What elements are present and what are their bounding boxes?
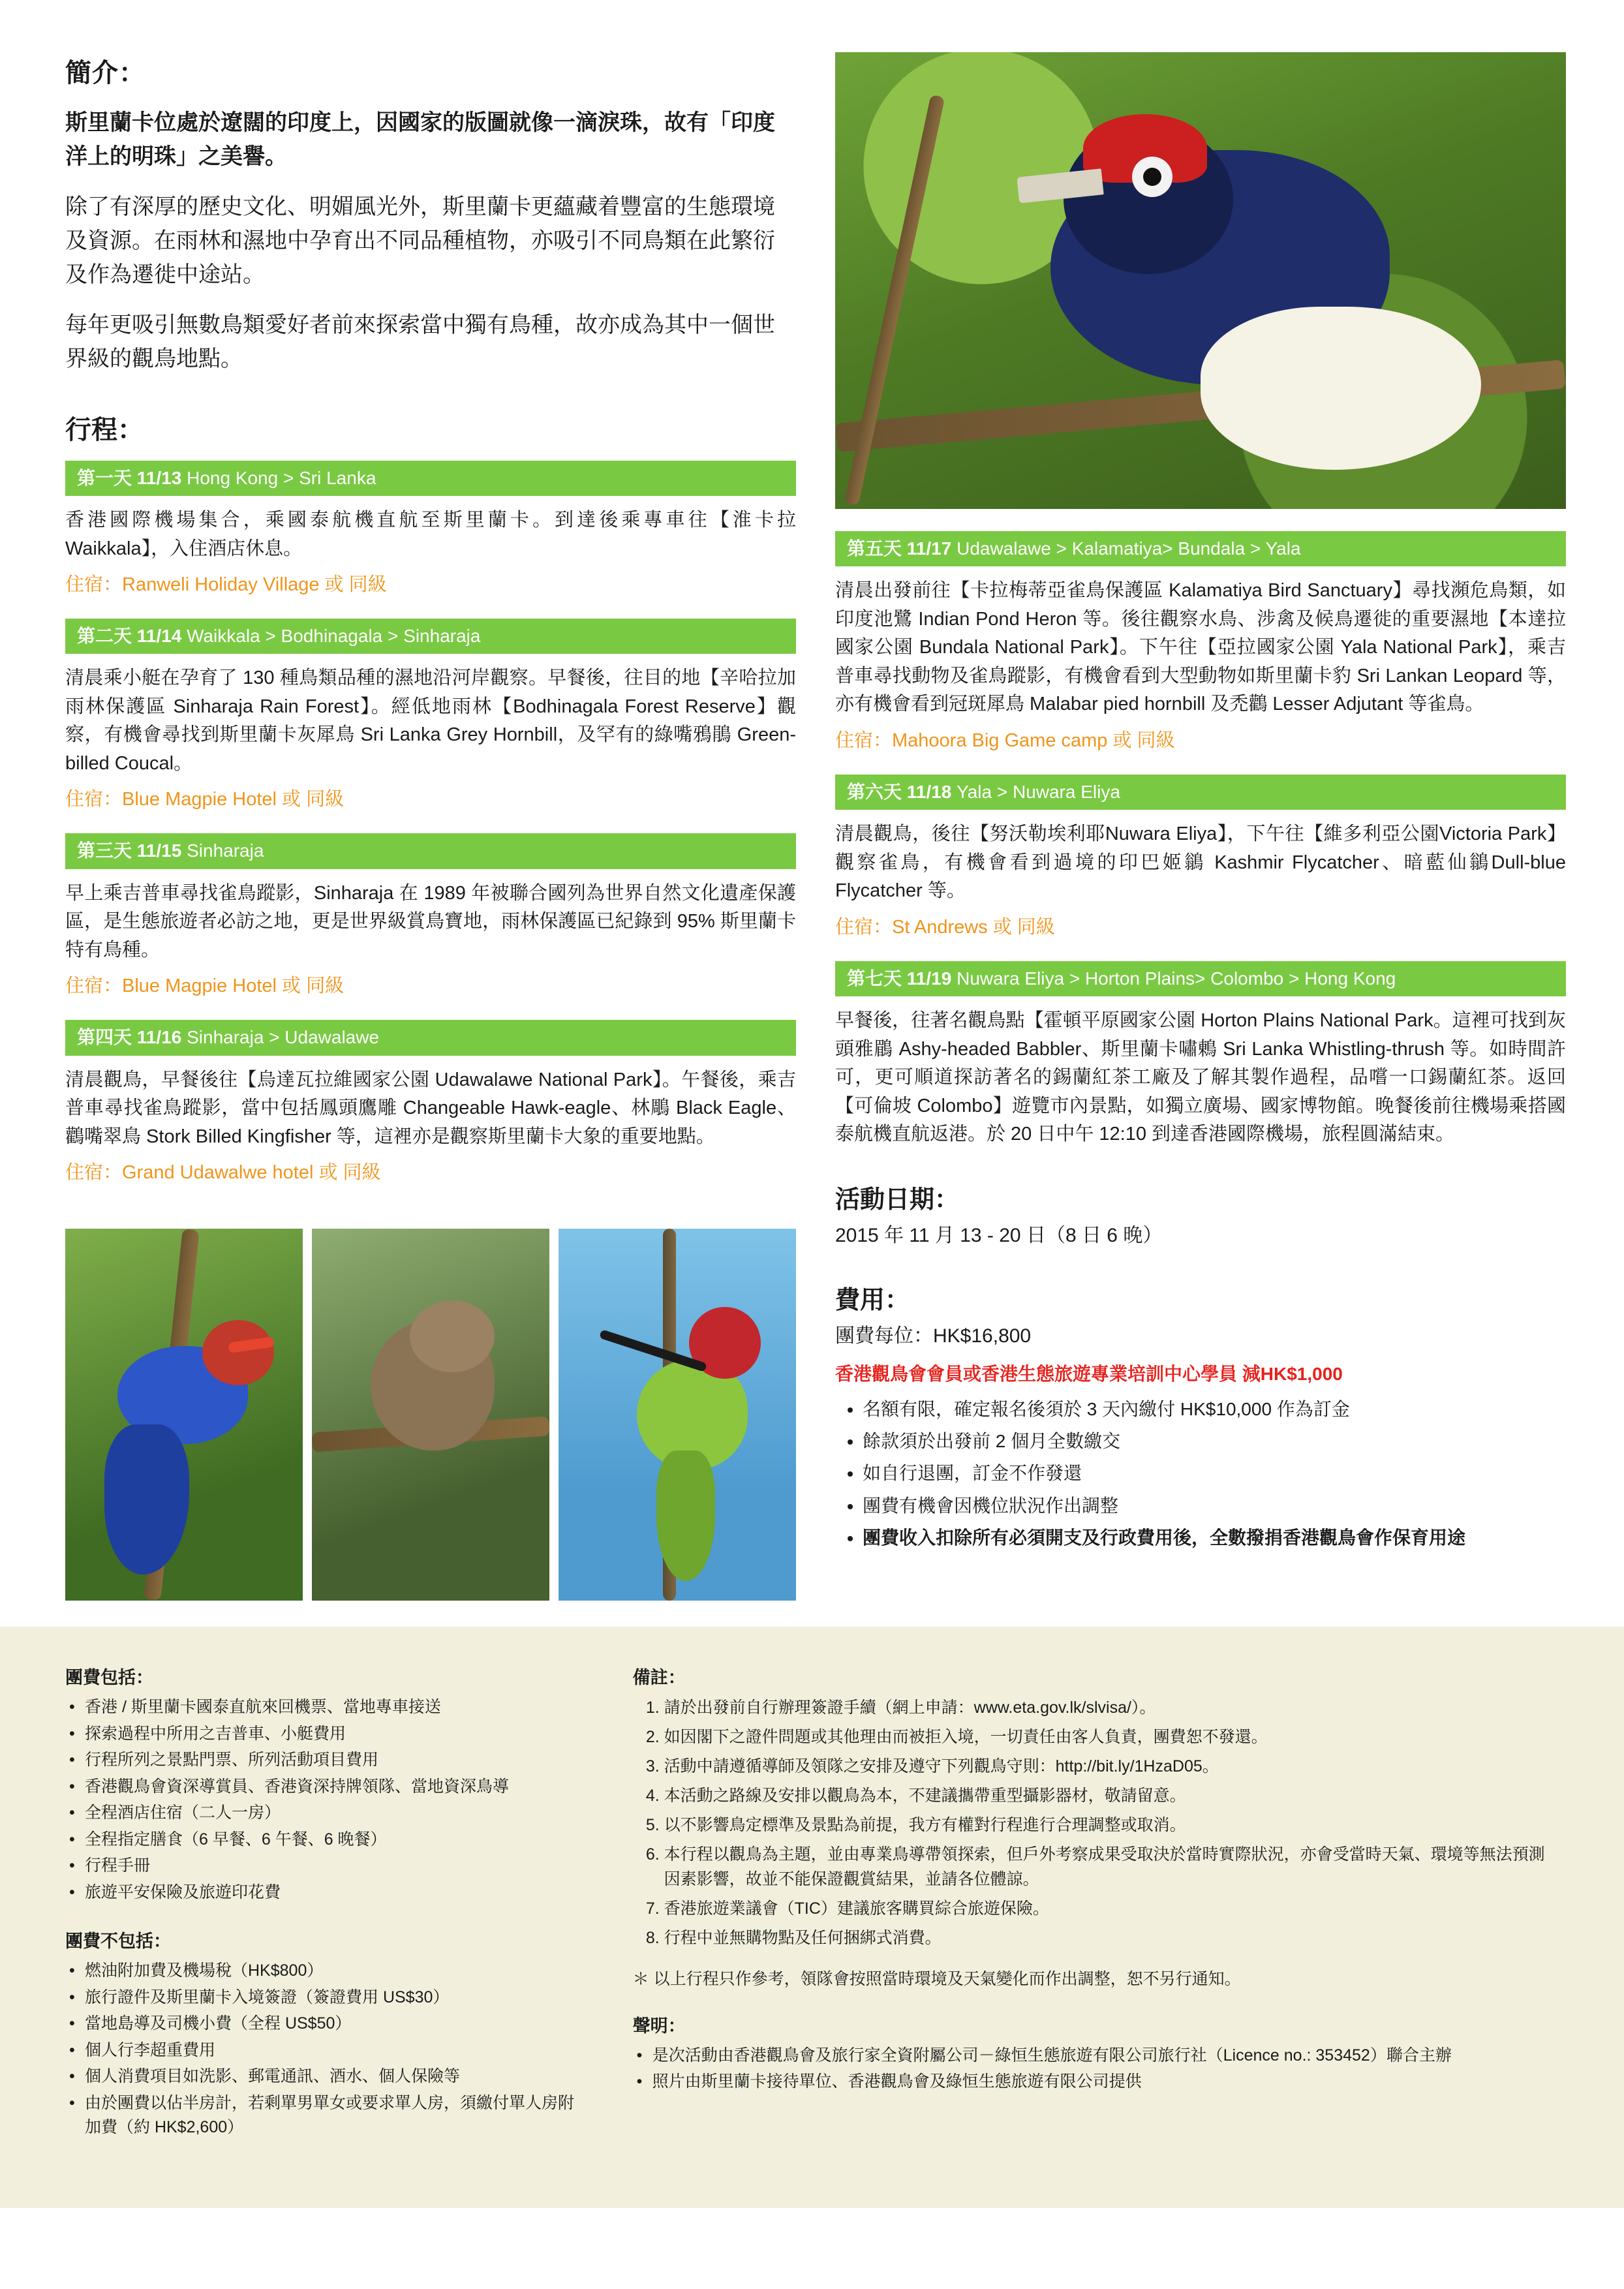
exclude-item: • 燃油附加費及機場稅（HK$800） bbox=[85, 1959, 587, 1984]
exclude-item: • 個人消費項目如洗影、郵電通訊、酒水、個人保險等 bbox=[85, 2065, 587, 2089]
day-label-6: 第六天 11/18 bbox=[847, 781, 952, 802]
exclude-item: • 旅行證件及斯里蘭卡入境簽證（簽證費用 US$30） bbox=[85, 1986, 587, 2010]
day-route-5: Udawalawe > Kalamatiya> Bundala > Yala bbox=[957, 538, 1301, 559]
cost-note-item-bold: • 團費收入扣除所有必須開支及行政費用後，全數撥捐香港觀鳥會作保育用途 bbox=[863, 1524, 1566, 1552]
left-column bbox=[65, 52, 796, 1601]
cost-discount: 香港觀鳥會會員或香港生態旅遊專業培訓中心學員 減HK$1,000 bbox=[835, 1363, 1343, 1384]
day-bar-3 bbox=[65, 833, 796, 868]
cost-note-item: • 團費有機會因機位狀況作出調整 bbox=[863, 1492, 1566, 1520]
day-route-1: Hong Kong > Sri Lanka bbox=[187, 467, 376, 488]
star-note: ＊ 以上行程只作參考，領隊會按照當時環境及天氣變化而作出調整，恕不另行通知。 bbox=[632, 1970, 1241, 1989]
day-label-3: 第三天 11/15 bbox=[77, 840, 182, 861]
day-bar-5 bbox=[835, 531, 1566, 566]
day-label-7: 第七天 11/19 bbox=[847, 968, 952, 989]
intro-paragraph-1: 斯里蘭卡位處於遼闊的印度上，因國家的版圖就像一滴淚珠，故有「印度洋上的明珠」之美譽。 bbox=[65, 110, 775, 169]
day-route-6: Yala > Nuwara Eliya bbox=[957, 781, 1120, 802]
day-bar-6 bbox=[835, 775, 1566, 810]
include-item: • 探索過程中所用之吉普車、小艇費用 bbox=[85, 1722, 587, 1747]
day-route-4: Sinharaja > Udawalawe bbox=[187, 1027, 380, 1048]
day-hotel-1: 住宿：Ranweli Holiday Village 或 同級 bbox=[65, 574, 387, 596]
day-bar-2 bbox=[65, 619, 796, 654]
include-item: • 行程所列之景點門票、所列活動項目費用 bbox=[85, 1748, 587, 1773]
day-hotel-2: 住宿：Blue Magpie Hotel 或 同級 bbox=[65, 789, 345, 810]
day-label-1: 第一天 11/13 bbox=[77, 467, 182, 488]
remark-item: 5. 以不影響鳥定標準及景點為前提，我方有權對行程進行合理調整或取消。 bbox=[664, 1813, 1559, 1837]
footer-section bbox=[0, 1627, 1624, 2208]
cost-notes-list bbox=[835, 1395, 1566, 1552]
exclude-title: 團費不包括： bbox=[65, 1931, 171, 1952]
right-itinerary bbox=[835, 509, 1566, 1552]
intro-paragraph-2: 除了有深厚的歷史文化、明媚風光外，斯里蘭卡更蘊藏着豐富的生態環境及資源。在雨林和濕地中孕育出不同品種植物，亦吸引不同鳥類在此繁衍及作為遷徙中途站。 bbox=[65, 194, 775, 287]
footer-right bbox=[633, 1663, 1559, 2162]
footer-left bbox=[65, 1663, 587, 2162]
include-title: 團費包括： bbox=[65, 1668, 153, 1688]
day-body-2: 清晨乘小艇在孕育了 130 種鳥類品種的濕地沿河岸觀察。早餐後，往目的地【辛哈拉加雨林保護區 Sinharaja Rain Forest】。經低地雨林【Bodhinagala Forest Reserve】觀察，有機會尋找到斯里蘭卡灰犀鳥 Sri Lanka Grey Hornbill，及罕有的綠嘴鴉鵑 Green-billed Coucal。 bbox=[65, 668, 796, 774]
include-item: • 全程指定膳食（6 早餐、6 午餐、6 晚餐） bbox=[85, 1828, 587, 1852]
day-bar-4 bbox=[65, 1020, 796, 1055]
day-route-2: Waikkala > Bodhinagala > Sinharaja bbox=[187, 626, 481, 647]
declaration-item: • 是次活動由香港觀鳥會及旅行家全資附屬公司－綠恒生態旅遊有限公司旅行社（Licence no.: 353452）聯合主辦 bbox=[652, 2044, 1559, 2068]
itinerary-title: 行程： bbox=[65, 415, 144, 444]
exclude-item: • 由於團費以佔半房計，若剩單男單女或要求單人房，須繳付單人房附加費（約 HK$2,600） bbox=[85, 2091, 587, 2140]
declaration-list bbox=[633, 2044, 1559, 2095]
day-body-3: 早上乘吉普車尋找雀鳥蹤影，Sinharaja 在 1989 年被聯合國列為世界自然文化遺產保護區，是生態旅遊者必訪之地，更是世界級賞鳥寶地，雨林保護區已紀錄到 95% 斯里蘭卡特有鳥種。 bbox=[65, 882, 796, 960]
day-body-7: 早餐後，往著名觀鳥點【霍頓平原國家公園 Horton Plains National Park。這裡可找到灰頭雅鶥 Ashy-headed Babbler、斯里蘭卡嘯鶇 Sri Lanka Whistling-thrush 等。如時間許可，更可順道探訪著名的錫蘭紅茶工廠及了解其製作過程，品嚐一口錫蘭紅茶。返回【可倫坡 Colombo】遊覽市內景點，如獨立廣場、國家博物館。晚餐後前往機場乘搭國泰航機直航返港。於 20 日中午 12:10 到達香港國際機場，旅程圓滿結束。 bbox=[835, 1010, 1566, 1145]
include-list bbox=[65, 1695, 587, 1905]
day-body-1: 香港國際機場集合，乘國泰航機直航至斯里蘭卡。到達後乘專車往【淮卡拉 Waikkala】，入住酒店休息。 bbox=[65, 510, 796, 559]
event-date-title: 活動日期： bbox=[835, 1186, 960, 1214]
declaration-item: • 照片由斯里蘭卡接待單位、香港觀鳥會及綠恒生態旅遊有限公司提供 bbox=[652, 2070, 1559, 2095]
remark-item: 3. 活動中請遵循導師及領隊之安排及遵守下列觀鳥守則：http://bit.ly/1HzaD05。 bbox=[664, 1754, 1559, 1779]
cost-note-item: • 如自行退團，訂金不作發還 bbox=[863, 1459, 1566, 1487]
day-body-5: 清晨出發前往【卡拉梅蒂亞雀鳥保護區 Kalamatiya Bird Sanctuary】尋找瀕危鳥類，如印度池鷺 Indian Pond Heron 等。後往觀察水鳥、涉禽及候鳥遷徙的重要濕地【本達拉國家公園 Bundala National Park】。下午往【亞拉國家公園 Yala National Park】，乘吉普車尋找動物及雀鳥蹤影，有機會看到大型動物如斯里蘭卡豹 Sri Lankan Leopard 等，亦有機會看到冠斑犀鳥 Malabar pied hornbill 及禿鸛 Lesser Adjutant 等雀鳥。 bbox=[835, 580, 1566, 715]
right-column bbox=[835, 52, 1566, 1601]
day-label-2: 第二天 11/14 bbox=[77, 626, 182, 647]
remark-list bbox=[633, 1695, 1559, 1950]
day-hotel-4: 住宿：Grand Udawalwe hotel 或 同級 bbox=[65, 1162, 381, 1184]
event-date-value: 2015 年 11 月 13 - 20 日（8 日 6 晚） bbox=[835, 1224, 1163, 1246]
hero-photo-sri-lanka-barbet bbox=[835, 52, 1566, 509]
remark-item: 7. 香港旅遊業議會（TIC）建議旅客購買綜合旅遊保險。 bbox=[664, 1896, 1559, 1921]
day-bar-1 bbox=[65, 461, 796, 496]
photo-gallery bbox=[65, 1206, 796, 1601]
gallery-photo-frogmouth bbox=[312, 1229, 549, 1601]
cost-note-item: • 餘款須於出發前 2 個月全數繳交 bbox=[863, 1427, 1566, 1455]
remark-title: 備註： bbox=[632, 1668, 686, 1688]
day-hotel-5: 住宿：Mahoora Big Game camp 或 同級 bbox=[835, 730, 1175, 751]
include-item: • 全程酒店住宿（二人一房） bbox=[85, 1801, 587, 1826]
remark-item: 1. 請於出發前自行辦理簽證手續（網上申請：www.eta.gov.lk/slvisa/）。 bbox=[664, 1695, 1559, 1720]
day-body-6: 清晨觀鳥，後往【努沃勒埃利耶Nuwara Eliya】，下午往【維多利亞公園Victoria Park】觀察雀鳥，有機會看到過境的印巴姬鶲 Kashmir Flycatcher、暗藍仙鶲Dull-blue Flycatcher 等。 bbox=[835, 823, 1566, 902]
cost-note-item: • 名額有限，確定報名後須於 3 天內繳付 HK$10,000 作為訂金 bbox=[863, 1395, 1566, 1423]
remark-item: 2. 如因閣下之證件問題或其他理由而被拒入境，一切責任由客人負責，團費恕不發還。 bbox=[664, 1725, 1559, 1749]
day-label-5: 第五天 11/17 bbox=[847, 538, 952, 559]
exclude-item: • 當地島導及司機小費（全程 US$50） bbox=[85, 2012, 587, 2036]
remark-item: 6. 本行程以觀鳥為主題，並由專業鳥導帶領探索，但戶外考察成果受取決於當時實際狀況，亦會受當時天氣、環境等無法預測因素影響，故並不能保證觀賞結果，並請各位體諒。 bbox=[664, 1842, 1559, 1892]
include-item: • 行程手冊 bbox=[85, 1854, 587, 1879]
intro-paragraph-3: 每年更吸引無數鳥類愛好者前來探索當中獨有鳥種，故亦成為其中一個世界級的觀鳥地點。 bbox=[65, 313, 775, 372]
day-route-7: Nuwara Eliya > Horton Plains> Colombo > Hong Kong bbox=[957, 968, 1396, 989]
exclude-list bbox=[65, 1959, 587, 2140]
day-route-3: Sinharaja bbox=[187, 840, 264, 861]
day-label-4: 第四天 11/16 bbox=[77, 1027, 182, 1048]
cost-per-person: 團費每位：HK$16,800 bbox=[835, 1325, 1032, 1347]
day-bar-7 bbox=[835, 961, 1566, 996]
cost-title: 費用： bbox=[835, 1287, 910, 1315]
gallery-photo-bee-eater bbox=[559, 1229, 796, 1601]
remark-item: 4. 本活動之路線及安排以觀鳥為本，不建議攜帶重型攝影器材，敬請留意。 bbox=[664, 1783, 1559, 1808]
include-item: • 旅遊平安保險及旅遊印花費 bbox=[85, 1881, 587, 1905]
include-item: • 香港 / 斯里蘭卡國泰直航來回機票、當地專車接送 bbox=[85, 1695, 587, 1720]
exclude-item: • 個人行李超重費用 bbox=[85, 2038, 587, 2063]
day-hotel-3: 住宿：Blue Magpie Hotel 或 同級 bbox=[65, 976, 345, 997]
day-body-4: 清晨觀鳥，早餐後往【烏達瓦拉維國家公園 Udawalawe National Park】。午餐後，乘吉普車尋找雀鳥蹤影，當中包括鳳頭鷹雕 Changeable Hawk-eagle、林鵰 Black Eagle、鸛嘴翠鳥 Stork Billed Kingfisher 等，這裡亦是觀察斯里蘭卡大象的重要地點。 bbox=[65, 1069, 796, 1147]
gallery-photo-blue-magpie bbox=[65, 1229, 303, 1601]
declaration-title: 聲明： bbox=[632, 2016, 686, 2036]
remark-item: 8. 行程中並無購物點及任何捆綁式消費。 bbox=[664, 1926, 1559, 1950]
include-item: • 香港觀鳥會資深導賞員、香港資深持牌領隊、當地資深鳥導 bbox=[85, 1775, 587, 1800]
day-hotel-6: 住宿：St Andrews 或 同級 bbox=[835, 916, 1055, 938]
intro-title: 簡介： bbox=[65, 59, 146, 87]
